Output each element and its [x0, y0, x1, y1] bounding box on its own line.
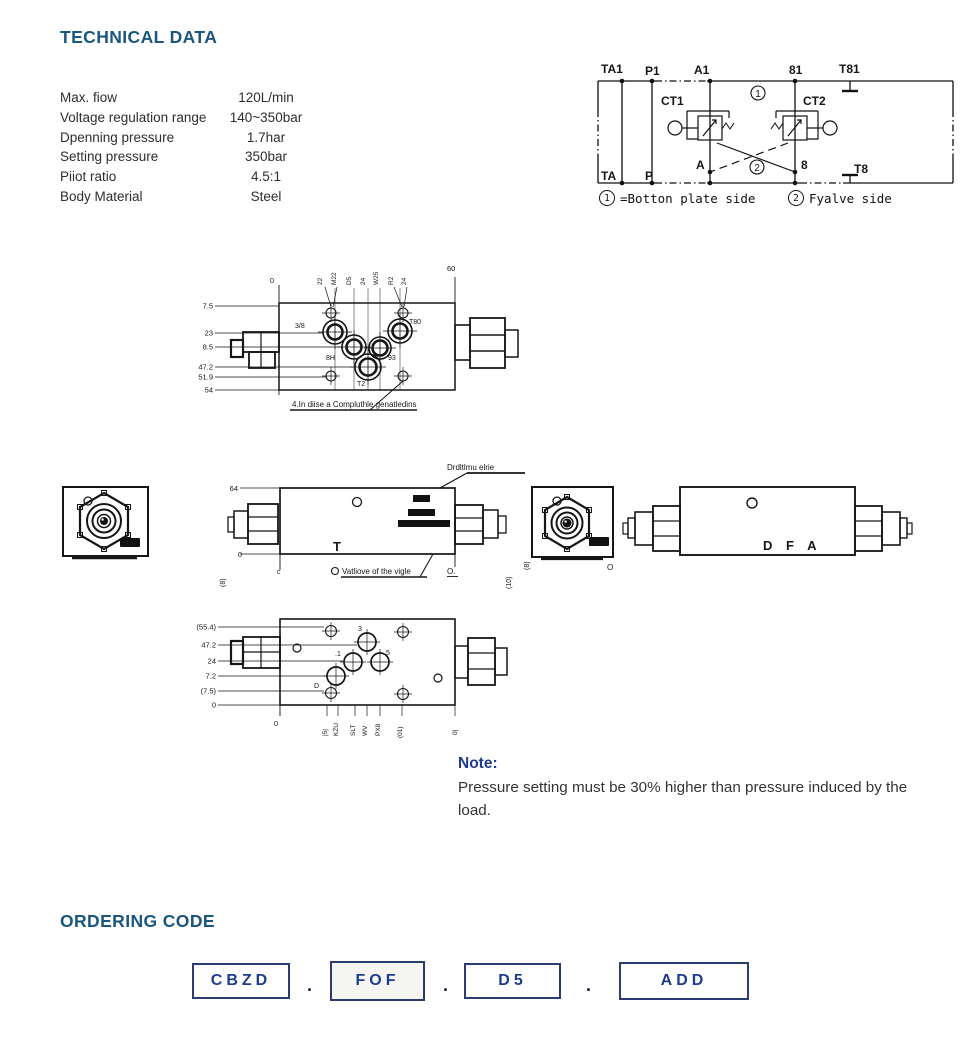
dim-label: 60: [447, 264, 456, 273]
legend-text: =Botton plate side: [620, 190, 756, 206]
marker-1: 1: [755, 89, 761, 100]
circled-2-icon: 2: [788, 190, 804, 206]
technical-data-heading: TECHNICAL DATA: [60, 27, 218, 47]
valve-side-view-drawing: [215, 455, 527, 600]
port-label: T81: [839, 62, 860, 76]
legend-bottom-plate-side: [599, 190, 755, 206]
spec-value: 350bar: [244, 149, 288, 165]
dim-label: 8.5: [202, 342, 213, 352]
hole-label: D: [314, 683, 320, 690]
hole-label: 5: [386, 650, 390, 657]
counterbalance-valve-symbol-ct1: [668, 111, 734, 140]
dim-label: D5: [346, 276, 353, 285]
top-view-caption-group: [290, 381, 417, 410]
dim-label: 24: [360, 277, 367, 285]
spec-label: Dpenning pressure: [60, 129, 175, 145]
spec-row: [60, 147, 312, 167]
brand-mark-stack: [398, 495, 450, 527]
leader-caption: Drdltlmu elrie: [447, 463, 495, 472]
body-label-t: T: [333, 539, 341, 554]
center-highlight: [564, 520, 566, 522]
dim-label: 64: [229, 484, 238, 493]
valve-front-view-drawing-2: [523, 478, 628, 573]
dim-label: 7.2: [205, 671, 216, 681]
ordering-code-box-option: ADD: [619, 962, 749, 1000]
dim-label: O: [607, 563, 614, 572]
dim-label: 22: [317, 277, 324, 285]
location-marker-icon: [332, 568, 339, 575]
dim-label: 24: [401, 277, 408, 285]
bottom-view-adjuster-screw: [231, 637, 280, 668]
port-label: T80: [409, 319, 422, 326]
pilot-cross-lines: [710, 143, 795, 172]
legend-valve-side: [788, 190, 892, 206]
spec-row: [60, 186, 312, 206]
dim-label: (8): [524, 561, 531, 570]
port-label: 8: [801, 158, 808, 172]
spec-row: [60, 88, 312, 108]
dim-label: 7.5: [202, 301, 213, 311]
body-label-dfa: D F A: [763, 538, 822, 553]
spec-row: [60, 167, 312, 187]
dim-label: (01): [397, 726, 404, 738]
counterbalance-valve-symbol-ct2: [771, 111, 837, 140]
dim-label: 0: [211, 700, 216, 710]
drawing-caption: 4.In diise a Compluthle genatledins: [292, 400, 417, 409]
dim-label: KZU: [333, 723, 340, 736]
hole-label: 3: [358, 626, 362, 633]
center-plug: [563, 519, 572, 528]
dim-label: 0: [273, 719, 278, 728]
dim-label: R2: [388, 276, 395, 285]
hole-label: .1: [335, 651, 341, 658]
port-label: 3/8: [295, 323, 305, 330]
dim-label: WV: [362, 725, 369, 736]
dim-label: 0: [269, 276, 274, 285]
port-label: 81: [789, 63, 803, 77]
spec-label: Piiot ratio: [60, 169, 117, 185]
note-block: [458, 755, 936, 822]
dim-label: W25: [373, 271, 380, 285]
port-label: A1: [694, 63, 710, 77]
ordering-code-box-size: D5: [464, 963, 561, 999]
hydraulic-schematic-diagram: [595, 55, 960, 205]
top-view-adjuster-screw: [231, 332, 279, 368]
front-view2-body: [532, 487, 613, 559]
bottom-view-cartridge-fitting: [455, 638, 507, 685]
port-label: A: [696, 158, 705, 172]
spec-value: 4.5:1: [250, 169, 282, 185]
port-label: P1: [645, 64, 660, 78]
dim-label: (10): [506, 576, 513, 589]
valve-front-view-drawing: [58, 476, 158, 568]
spec-row: [60, 127, 312, 147]
valve-top-view-drawing: [185, 255, 530, 425]
brand-mark: [589, 537, 609, 546]
legend-text: Fyalve side: [809, 190, 892, 206]
dim-label: SLT: [350, 724, 357, 736]
dim-label: |5|: [322, 729, 329, 736]
port-label: 93: [388, 355, 396, 362]
schematic-markers: [750, 86, 765, 174]
valve-label: CT2: [803, 94, 826, 108]
dim-label: 47.2: [198, 362, 213, 372]
valve-bottom-view-drawing: [180, 608, 520, 748]
ordering-code-box-series: CBZD: [192, 963, 290, 999]
note-body: Pressure setting must be 30% higher than pressure induced by the load.: [458, 779, 908, 819]
schematic-port-labels: [601, 62, 868, 183]
code-separator: .: [443, 975, 449, 995]
note-title: Note:: [458, 755, 498, 772]
dfa-left-fitting: [623, 506, 680, 551]
side-view-right-fitting: [455, 505, 506, 544]
spec-table: [60, 88, 312, 206]
leader-caption: Vatliove of the vigle: [342, 567, 411, 576]
dim-label: c: [277, 569, 281, 576]
dim-label: 54: [204, 385, 213, 395]
code-separator: .: [307, 975, 313, 995]
dim-label: M22: [331, 272, 338, 285]
port-label: TA1: [601, 62, 623, 76]
dim-label: 0|: [452, 729, 459, 735]
spec-value: Steel: [250, 188, 282, 204]
spec-label: Max. fiow: [60, 90, 118, 106]
spec-row: [60, 108, 312, 128]
port-label: 8H: [326, 355, 335, 362]
dim-label: O.: [447, 567, 456, 576]
dim-label: 24: [207, 656, 216, 666]
code-separator: .: [586, 975, 592, 995]
dim-label: (8): [220, 578, 227, 587]
spec-value: 1.7har: [246, 129, 286, 145]
dim-label: 0: [237, 550, 242, 559]
brand-mark: [120, 538, 140, 547]
dim-label: 51.9: [198, 372, 213, 382]
dim-label: 23: [204, 328, 213, 338]
spec-label: Body Material: [60, 188, 143, 204]
spec-label: Voltage regulation range: [60, 110, 207, 126]
spec-label: Setting pressure: [60, 149, 159, 165]
valve-dfa-view-drawing: [620, 458, 920, 588]
marker-2: 2: [754, 163, 760, 174]
circled-1-icon: 1: [599, 190, 615, 206]
top-view-ports: [318, 314, 417, 385]
dim-label: (55.4): [196, 622, 216, 632]
dim-label: 47.2: [201, 640, 216, 650]
spec-value: 120L/min: [238, 90, 294, 106]
dim-label: (7.5): [200, 686, 216, 696]
valve-label: CT1: [661, 94, 684, 108]
center-highlight: [101, 518, 103, 520]
port-label: P: [645, 169, 654, 183]
side-view-left-fitting: [228, 504, 278, 544]
bottom-view-ports: [293, 629, 442, 689]
port-label: T8: [854, 162, 869, 176]
ordering-code-box-type: FOF: [330, 961, 425, 1001]
top-view-cartridge-fitting: [455, 318, 518, 368]
center-plug: [100, 517, 108, 525]
ordering-code-heading: ORDERING CODE: [60, 911, 215, 931]
spec-value: 140~350bar: [229, 110, 303, 126]
dfa-right-fitting: [855, 506, 912, 551]
schematic-frame: [598, 81, 953, 183]
dim-label: PX8: [375, 723, 382, 736]
port-label: TA: [601, 169, 617, 183]
port-label: T2: [357, 381, 366, 388]
